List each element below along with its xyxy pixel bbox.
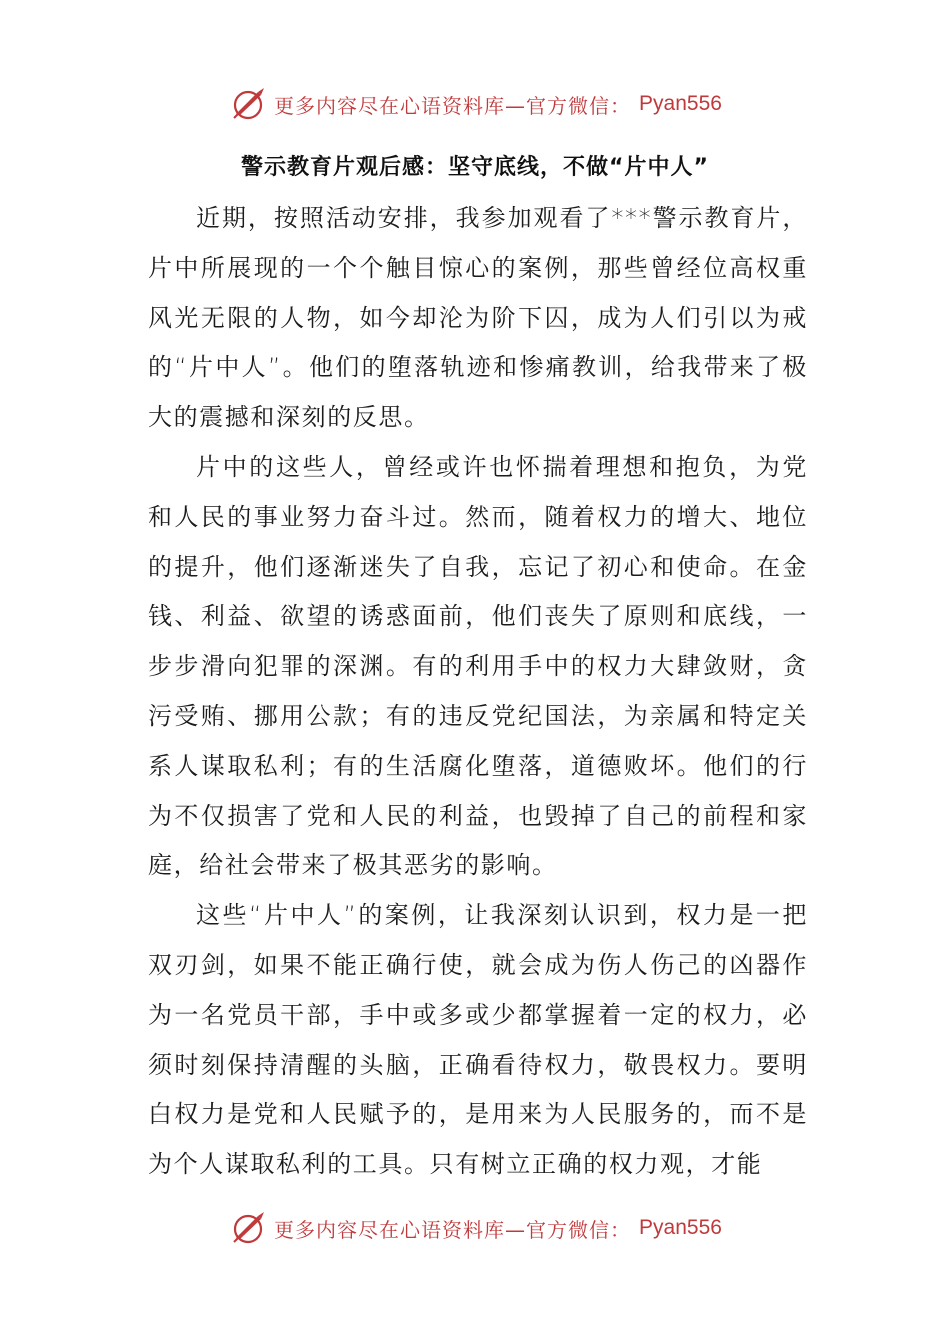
watermark-text: 更多内容尽在心语资料库—官方微信： bbox=[274, 1217, 632, 1242]
paragraph-1: 近期，按照活动安排，我参加观看了***警示教育片，片中所展现的一个个触目惊心的案例，那些曾经位高权重风光无限的人物，如今却沦为阶下囚，成为人们引以为戒的“片中人”。他们的堕落轨迹和惨痛教训，给我带来了极大的震撼和深刻的反思。 bbox=[148, 204, 808, 432]
header-watermark bbox=[0, 82, 950, 126]
quill-pen-logo-icon bbox=[228, 1208, 268, 1248]
document-title: 警示教育片观后感：坚守底线，不做“片中人” bbox=[241, 155, 709, 180]
document-body bbox=[148, 194, 808, 1190]
watermark-text: 更多内容尽在心语资料库—官方微信： bbox=[274, 93, 632, 118]
paragraph-2: 片中的这些人，曾经或许也怀揣着理想和抱负，为党和人民的事业努力奋斗过。然而，随着权力的增大、地位的提升，他们逐渐迷失了自我，忘记了初心和使命。在金钱、利益、欲望的诱惑面前，他们丧失了原则和底线，一步步滑向犯罪的深渊。有的利用手中的权力大肆敛财，贪污受贿、挪用公款；有的违反党纪国法，为亲属和特定关系人谋取私利；有的生活腐化堕落，道德败坏。他们的行为不仅损害了党和人民的利益，也毁掉了自己的前程和家庭，给社会带来了极其恶劣的影响。 bbox=[148, 452, 808, 880]
watermark-wechat-id: Pyan556 bbox=[639, 92, 722, 115]
paragraph-3: 这些“片中人”的案例，让我深刻认识到，权力是一把双刃剑，如果不能正确行使，就会成为伤人伤己的凶器作为一名党员干部，手中或多或少都掌握着一定的权力，必须时刻保持清醒的头脑，正确看待权力，敬畏权力。要明白权力是党和人民赋予的，是用来为人民服务的，而不是为个人谋取私利的工具。只有树立正确的权力观，才能 bbox=[148, 901, 808, 1179]
watermark-wechat-id: Pyan556 bbox=[639, 1216, 722, 1239]
quill-pen-logo-icon bbox=[228, 84, 268, 124]
footer-watermark bbox=[0, 1206, 950, 1250]
